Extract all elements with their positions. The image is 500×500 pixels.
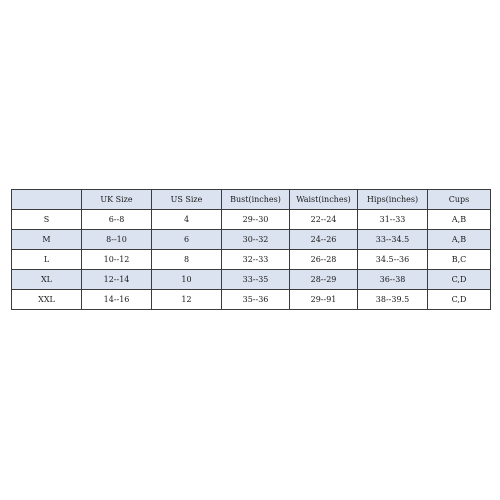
waist-cell: 26--28 xyxy=(290,250,358,270)
hips-cell: 38--39.5 xyxy=(358,290,428,310)
waist-cell: 24--26 xyxy=(290,230,358,250)
bust-cell: 32--33 xyxy=(222,250,290,270)
waist-cell: 22--24 xyxy=(290,210,358,230)
bust-cell: 29--30 xyxy=(222,210,290,230)
header-cell-size xyxy=(12,190,82,210)
hips-cell: 31--33 xyxy=(358,210,428,230)
size-cell: M xyxy=(12,230,82,250)
table-row xyxy=(12,210,491,230)
table-row xyxy=(12,230,491,250)
uk-size-cell: 10--12 xyxy=(82,250,152,270)
header-cell-uk-size: UK Size xyxy=(82,190,152,210)
bust-cell: 33--35 xyxy=(222,270,290,290)
us-size-cell: 6 xyxy=(152,230,222,250)
table-row xyxy=(12,290,491,310)
waist-cell: 29--91 xyxy=(290,290,358,310)
cups-cell: C,D xyxy=(428,270,491,290)
header-row xyxy=(12,190,491,210)
header-cell-waist: Waist(inches) xyxy=(290,190,358,210)
size-cell: XXL xyxy=(12,290,82,310)
cups-cell: B,C xyxy=(428,250,491,270)
size-chart-table xyxy=(11,189,491,310)
waist-cell: 28--29 xyxy=(290,270,358,290)
header-cell-hips: Hips(inches) xyxy=(358,190,428,210)
cups-cell: C,D xyxy=(428,290,491,310)
us-size-cell: 12 xyxy=(152,290,222,310)
bust-cell: 30--32 xyxy=(222,230,290,250)
cups-cell: A,B xyxy=(428,210,491,230)
table-row xyxy=(12,250,491,270)
uk-size-cell: 12--14 xyxy=(82,270,152,290)
uk-size-cell: 14--16 xyxy=(82,290,152,310)
us-size-cell: 4 xyxy=(152,210,222,230)
size-cell: S xyxy=(12,210,82,230)
uk-size-cell: 8--10 xyxy=(82,230,152,250)
table-row xyxy=(12,270,491,290)
size-cell: XL xyxy=(12,270,82,290)
bust-cell: 35--36 xyxy=(222,290,290,310)
uk-size-cell: 6--8 xyxy=(82,210,152,230)
hips-cell: 34.5--36 xyxy=(358,250,428,270)
us-size-cell: 8 xyxy=(152,250,222,270)
hips-cell: 36--38 xyxy=(358,270,428,290)
header-cell-cups: Cups xyxy=(428,190,491,210)
header-cell-bust: Bust(inches) xyxy=(222,190,290,210)
header-cell-us-size: US Size xyxy=(152,190,222,210)
us-size-cell: 10 xyxy=(152,270,222,290)
hips-cell: 33--34.5 xyxy=(358,230,428,250)
cups-cell: A,B xyxy=(428,230,491,250)
size-cell: L xyxy=(12,250,82,270)
